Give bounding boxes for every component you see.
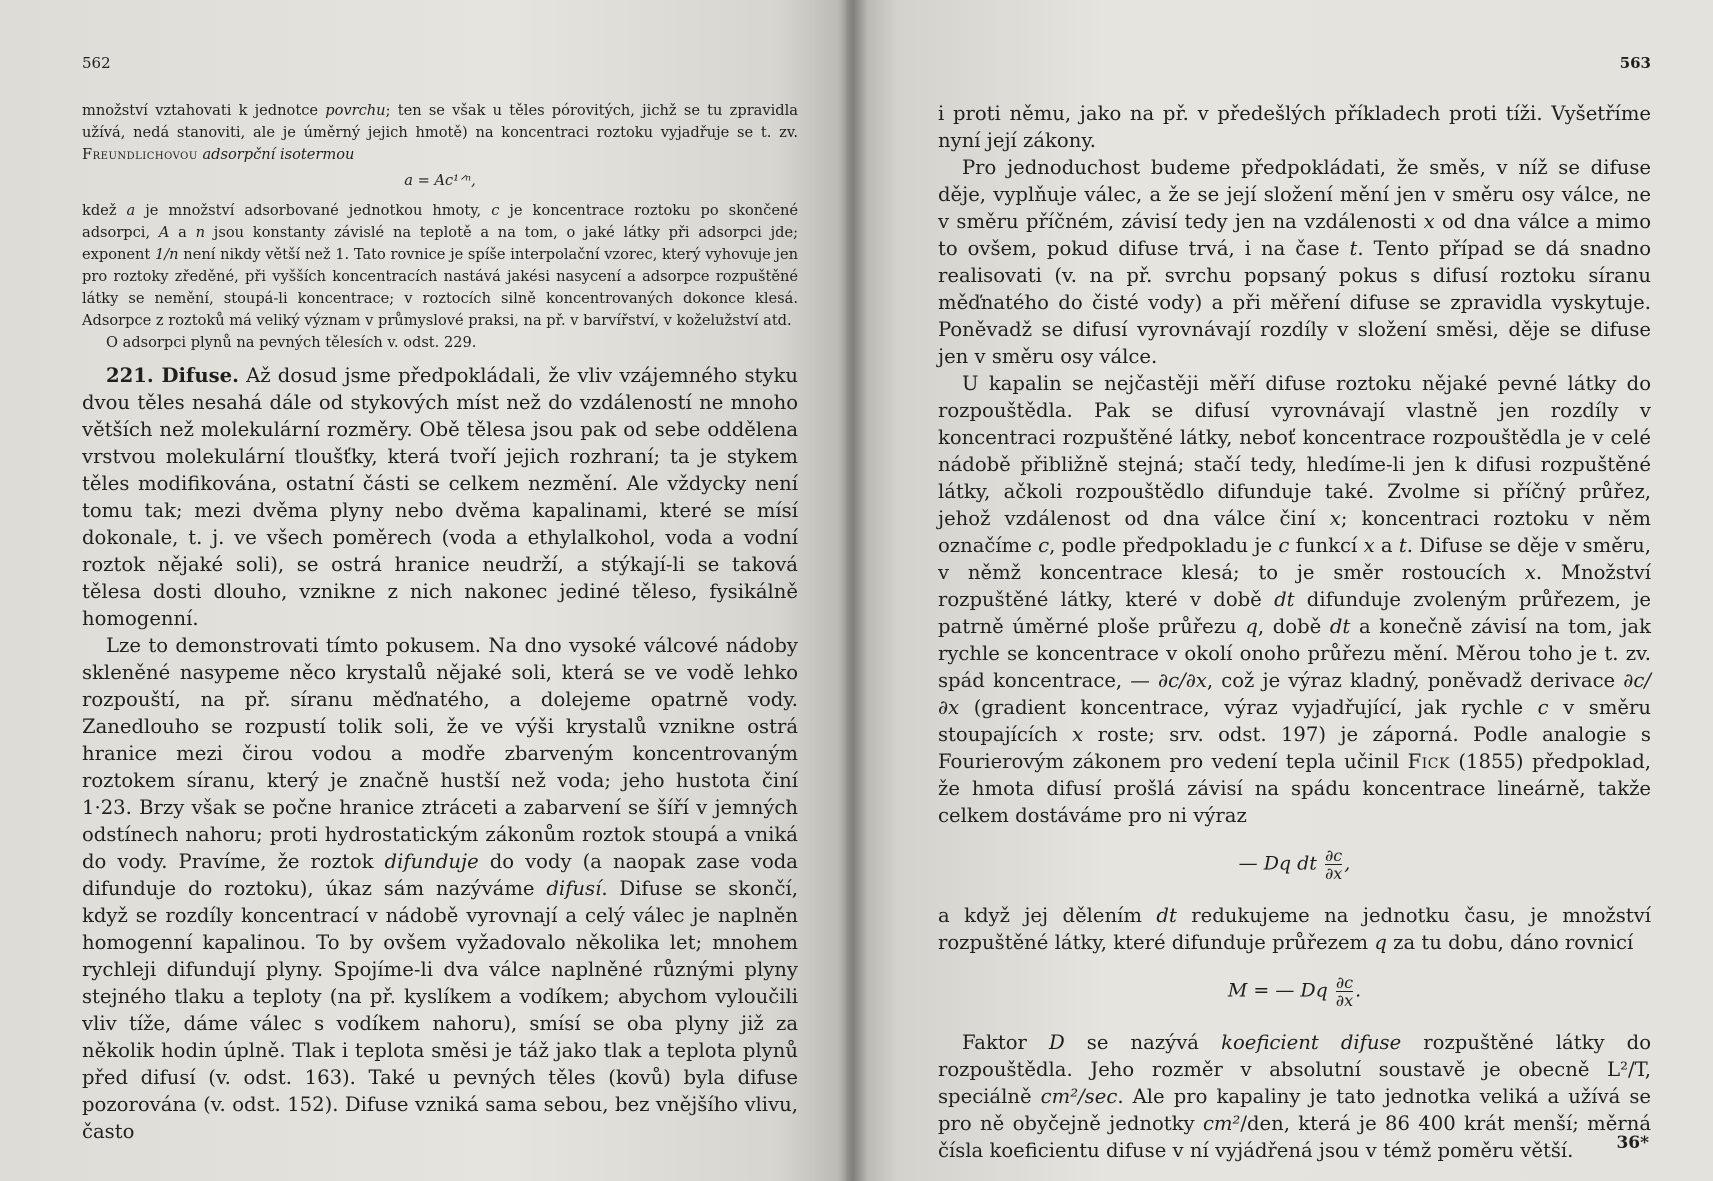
paragraph-continuation: i proti němu, jako na př. v předešlých příkladech proti tíži. Vyšetříme nyní její zákony. <box>938 102 1651 152</box>
right-page <box>846 0 1713 1181</box>
paragraph-gas-adsorption-ref: O adsorpci plynů na pevných tělesích v. odst. 229. <box>106 334 477 351</box>
left-main-text <box>82 362 798 1145</box>
paragraph-experiment: Lze to demonstrovati tímto pokusem. Na dno vysoké válcové nádoby skleněné nasypeme něco krystalů nějaké soli, která se ve vodě lehko rozpouští, na př. síranu měďnatého, a dolejeme opatrně vody. Zanedlouho se rozpustí tolik soli, že ve výši krystalů vznikne ostrá hranice mezi čirou vodou a modře zbarveným koncentrovaným roztokem síranu, který je značně hustší než voda; jeho hustota činí 1·23. Brzy však se počne hranice ztráceti a zabarvení se šíří v jemných odstínech nahoru; proti hydrostatickým zákonům roztok stoupá a vniká do vody. Pravíme, že roztok difunduje do vody (a naopak zase voda difunduje do roztoku), úkaz sám nazýváme difusí. Difuse se skončí, když se rozdíly koncentrací v nádobě vyrovnají a celý válec je naplněn homogenní kapalinou. To by ovšem vyžadovalo několika let; mnohem rychleji difundují plyny. Spojíme-li dva válce naplněné různými plyny stejného tlaku a teploty (na př. kyslíkem a vodíkem; abychom vyloučili vliv tíže, dáme válec s vodíkem nahoru), smísí se oba plyny již za několik hodin úplně. Tlak i teplota směsi je táž jako tlak a teplota plynů před difusí (v. odst. 163). Také u pevných těles (kovů) byla difuse pozorována (v. odst. 152). Difuse vzniká sama sebou, bez vnějšího vlivu, často <box>82 634 799 1143</box>
paragraph-section-221: 221. Difuse. Až dosud jsme předpokládali, že vliv vzájemného styku dvou těles nesahá dále od stykových míst než do vzdáleností ne mnoho větších než molekulární rozměry. Obě tělesa jsou pak od sebe oddělena vrstvou molekulární tloušťky, která tvoří jejich rozhraní; ta je stykem těles modifikována, ostatní části se celkem nezmění. Ale vždycky není tomu tak; mezi dvěma plyny nebo dvěma kapalinami, které se mísí dokonale, t. j. ve všech poměrech (voda a ethylalkohol, voda a vodní roztok nějaké soli), se ostrá hranice neudrží, a stýkají-li se taková tělesa dosti dlouho, vznikne z nich nakonec jediné těleso, fysikálně homogenní. <box>82 364 798 630</box>
fraction-dc-dx-2: $\frac{\partial c}{\partial x}$ <box>1335 973 1354 1010</box>
page-number-left: 562 <box>82 54 111 72</box>
equation-isotherm: a = Ac¹ᐟⁿ, <box>404 172 476 189</box>
paragraph-time-reduction: a když jej dělením dt redukujeme na jednotku času, je množství rozpuštěné látky, které difunduje průřezem q za tu dobu, dáno rovnicí <box>938 904 1651 954</box>
signature-mark: 36* <box>1616 1133 1649 1153</box>
paragraph-isotherm-explanation: kdež a je množství adsorbované jednotkou hmoty, c je koncentrace roztoku po skončené adsorpci, A a n jsou konstanty závislé na teplotě a na tom, o jaké látky při adsorpci jde; exponent 1/n není nikdy větší než 1. Tato rovnice je spíše interpolační vzorec, který vyhovuje jen pro roztoky zředěné, při vyšších koncentracích nastává jakési nasycení a adsorpce rozpuštěné látky se nemění, stoupá-li koncentrace; v roztocích silně koncentrovaných dokonce klesá. Adsorpce z roztoků má veliký význam v průmyslové praksi, na př. v barvířství, v koželužství atd. <box>82 202 798 329</box>
page-number-right: 563 <box>1619 54 1651 72</box>
book-gutter <box>838 0 868 1181</box>
equation-diffusion-flux: — Dq dt $\frac{\partial c}{\partial x}$ , <box>1238 846 1351 883</box>
author-name-freundlich: Freundlichovou <box>82 146 198 163</box>
left-small-text <box>82 100 798 354</box>
paragraph-liquids: U kapalin se nejčastěji měří difuse roztoku nějaké pevné látky do rozpouštědla. Pak se difusí vyrovnávají vlastně jen rozdíly v koncentraci rozpuštěné látky, neboť koncentrace rozpouštědla je v celé nádobě přibližně stejná; stačí tedy, hledíme-li jen k difusi rozpuštěné látky, ačkoli rozpouštědlo difunduje také. Zvolme si příčný průřez, jehož vzdálenost od dna válce činí x; koncentraci roztoku v něm označíme c, podle předpokladu je c funkcí x a t. Difuse se děje v směru, v němž koncentrace klesá; to je směr rostoucích x. Množství rozpuštěné látky, které v době dt difunduje zvoleným průřezem, je patrně úměrné ploše průřezu q, době dt a konečně závisí na tom, jak rychle se koncentrace v okolí onoho průřezu mění. Měrou toho je t. zv. spád koncentrace, — ∂c/∂x, což je výraz kladný, poněvadž derivace ∂c/∂x (gradient koncentrace, výraz vyjadřující, jak rychle c v směru stoupajících x roste; srv. odst. 197) je záporná. Podle analogie s Fourierovým zákonem pro vedení tepla učinil Fick (1855) předpoklad, že hmota difusí prošlá závisí na spádu koncentrace lineárně, takže celkem dostáváme pro ni výraz <box>938 372 1652 827</box>
fraction-dc-dx: $\frac{\partial c}{\partial x}$ <box>1324 846 1343 883</box>
paragraph-adsorption-intro: množství vztahovati k jednotce povrchu; ten se však u těles pórovitých, jichž se tu zpravidla užívá, nedá stanoviti, ale je úměrný jejich hmotě) na koncentraci roztoku vyjadřuje se t. zv. Freundlichovou adsorpční isotermou <box>82 102 798 163</box>
equation-fick-law: M = — Dq $\frac{\partial c}{\partial x}$ . <box>1227 973 1362 1010</box>
paragraph-simplification: Pro jednoduchost budeme předpokládati, že směs, v níž se difuse děje, vyplňuje válec, a že se její složení mění jen v směru osy válce, ne v směru příčném, závisí tedy jen na vzdálenosti x od dna válce a mimo to ovšem, pokud difuse trvá, i na čase t. Tento případ se dá snadno realisovati (v. na př. svrchu popsaný pokus s difusí roztoku síranu měďnatého do čisté vody) a při měření difuse se zpravidla vyskytuje. Poněvadž se difusí vyrovnávají rozdíly v složení směsi, děje se difuse jen v směru osy válce. <box>938 156 1652 368</box>
section-heading-difuse: 221. Difuse. <box>106 364 239 387</box>
right-main-text <box>938 100 1651 1164</box>
paragraph-diffusion-coefficient: Faktor D se nazývá koeficient difuse rozpuštěné látky do rozpouštědla. Jeho rozměr v absolutní soustavě je obecně L²/T, speciálně cm²/sec. Ale pro kapaliny je tato jednotka veliká a užívá se pro ně obyčejně jednotky cm²/den, která je 86 400 krát menší; měrná čísla koeficientu difuse v ní vyjádřená jsou v témž poměru větší. <box>938 1031 1652 1162</box>
left-page <box>0 0 846 1181</box>
author-name-fick: Fick <box>1407 750 1450 773</box>
